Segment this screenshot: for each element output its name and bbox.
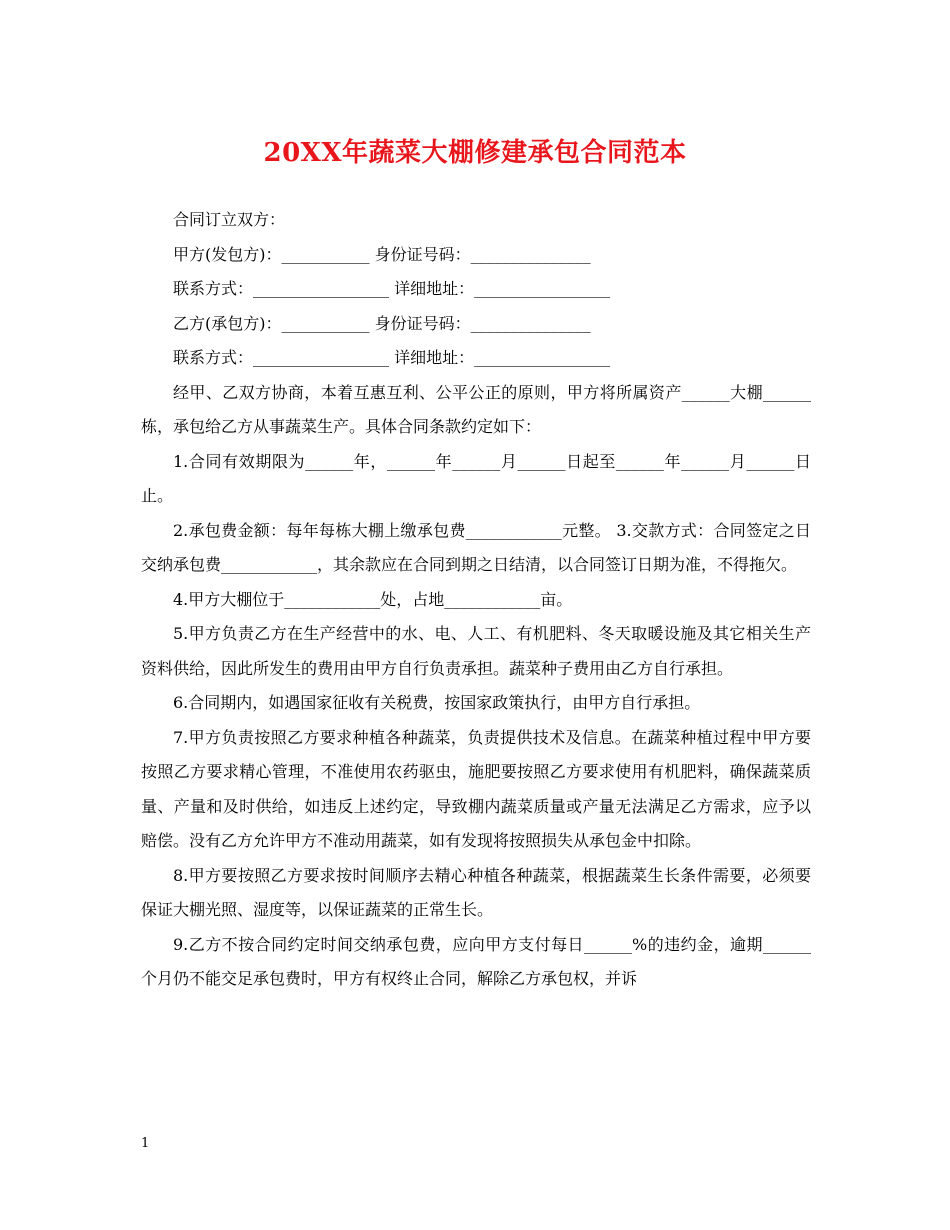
- clause-1: 1.合同有效期限为______年，______年______月______日起至______年______月______日止。: [141, 451, 811, 505]
- document-body: [141, 203, 811, 997]
- clause-9: 9.乙方不按合同约定时间交纳承包费，应向甲方支付每日______%的违约金，逾期______个月仍不能交足承包费时，甲方有权终止合同，解除乙方承包权，并诉: [141, 934, 811, 988]
- party-a-line: 甲方(发包方)：___________ 身份证号码：_______________: [173, 244, 591, 264]
- document-title: 20XX年蔬菜大棚修建承包合同范本: [263, 138, 687, 168]
- party-b-contact-line: 联系方式：_________________ 详细地址：_________________: [173, 348, 611, 367]
- intro-paragraph: 经甲、乙双方协商，本着互惠互利、公平公正的原则，甲方将所属资产______大棚______栋，承包给乙方从事蔬菜生产。具体合同条款约定如下：: [141, 382, 811, 436]
- clause-7: 7.甲方负责按照乙方要求种植各种蔬菜，负责提供技术及信息。在蔬菜种植过程中甲方要按照乙方要求精心管理，不准使用农药驱虫，施肥要按照乙方要求使用有机肥料，确保蔬菜质量、产量和及时供给，如违反上述约定，导致棚内蔬菜质量或产量无法满足乙方需求，应予以赔偿。没有乙方允许甲方不准动用蔬菜，如有发现将按照损失从承包金中扣除。: [141, 727, 811, 850]
- party-a-contact-line: 联系方式：_________________ 详细地址：_________________: [173, 279, 611, 298]
- clause-2-3: 2.承包费金额：每年每栋大棚上缴承包费____________元整。 3.交款方式：合同签定之日交纳承包费____________，其余款应在合同到期之日结清，以合同签订日期为准，不得拖欠。: [141, 520, 811, 574]
- party-b-line: 乙方(承包方)：___________ 身份证号码：_______________: [173, 313, 591, 333]
- clause-5: 5.甲方负责乙方在生产经营中的水、电、人工、有机肥料、冬天取暖设施及其它相关生产资料供给，因此所发生的费用由甲方自行负责承担。蔬菜种子费用由乙方自行承担。: [141, 624, 811, 678]
- clause-8: 8.甲方要按照乙方要求按时间顺序去精心种植各种蔬菜，根据蔬菜生长条件需要，必须要保证大棚光照、湿度等，以保证蔬菜的正常生长。: [141, 865, 811, 919]
- parties-heading: 合同订立双方：: [173, 210, 286, 229]
- page-number: 1: [141, 1136, 150, 1151]
- clause-4: 4.甲方大棚位于____________处，占地____________亩。: [173, 589, 573, 609]
- clause-6: 6.合同期内，如遇国家征收有关税费，按国家政策执行，由甲方自行承担。: [173, 693, 701, 712]
